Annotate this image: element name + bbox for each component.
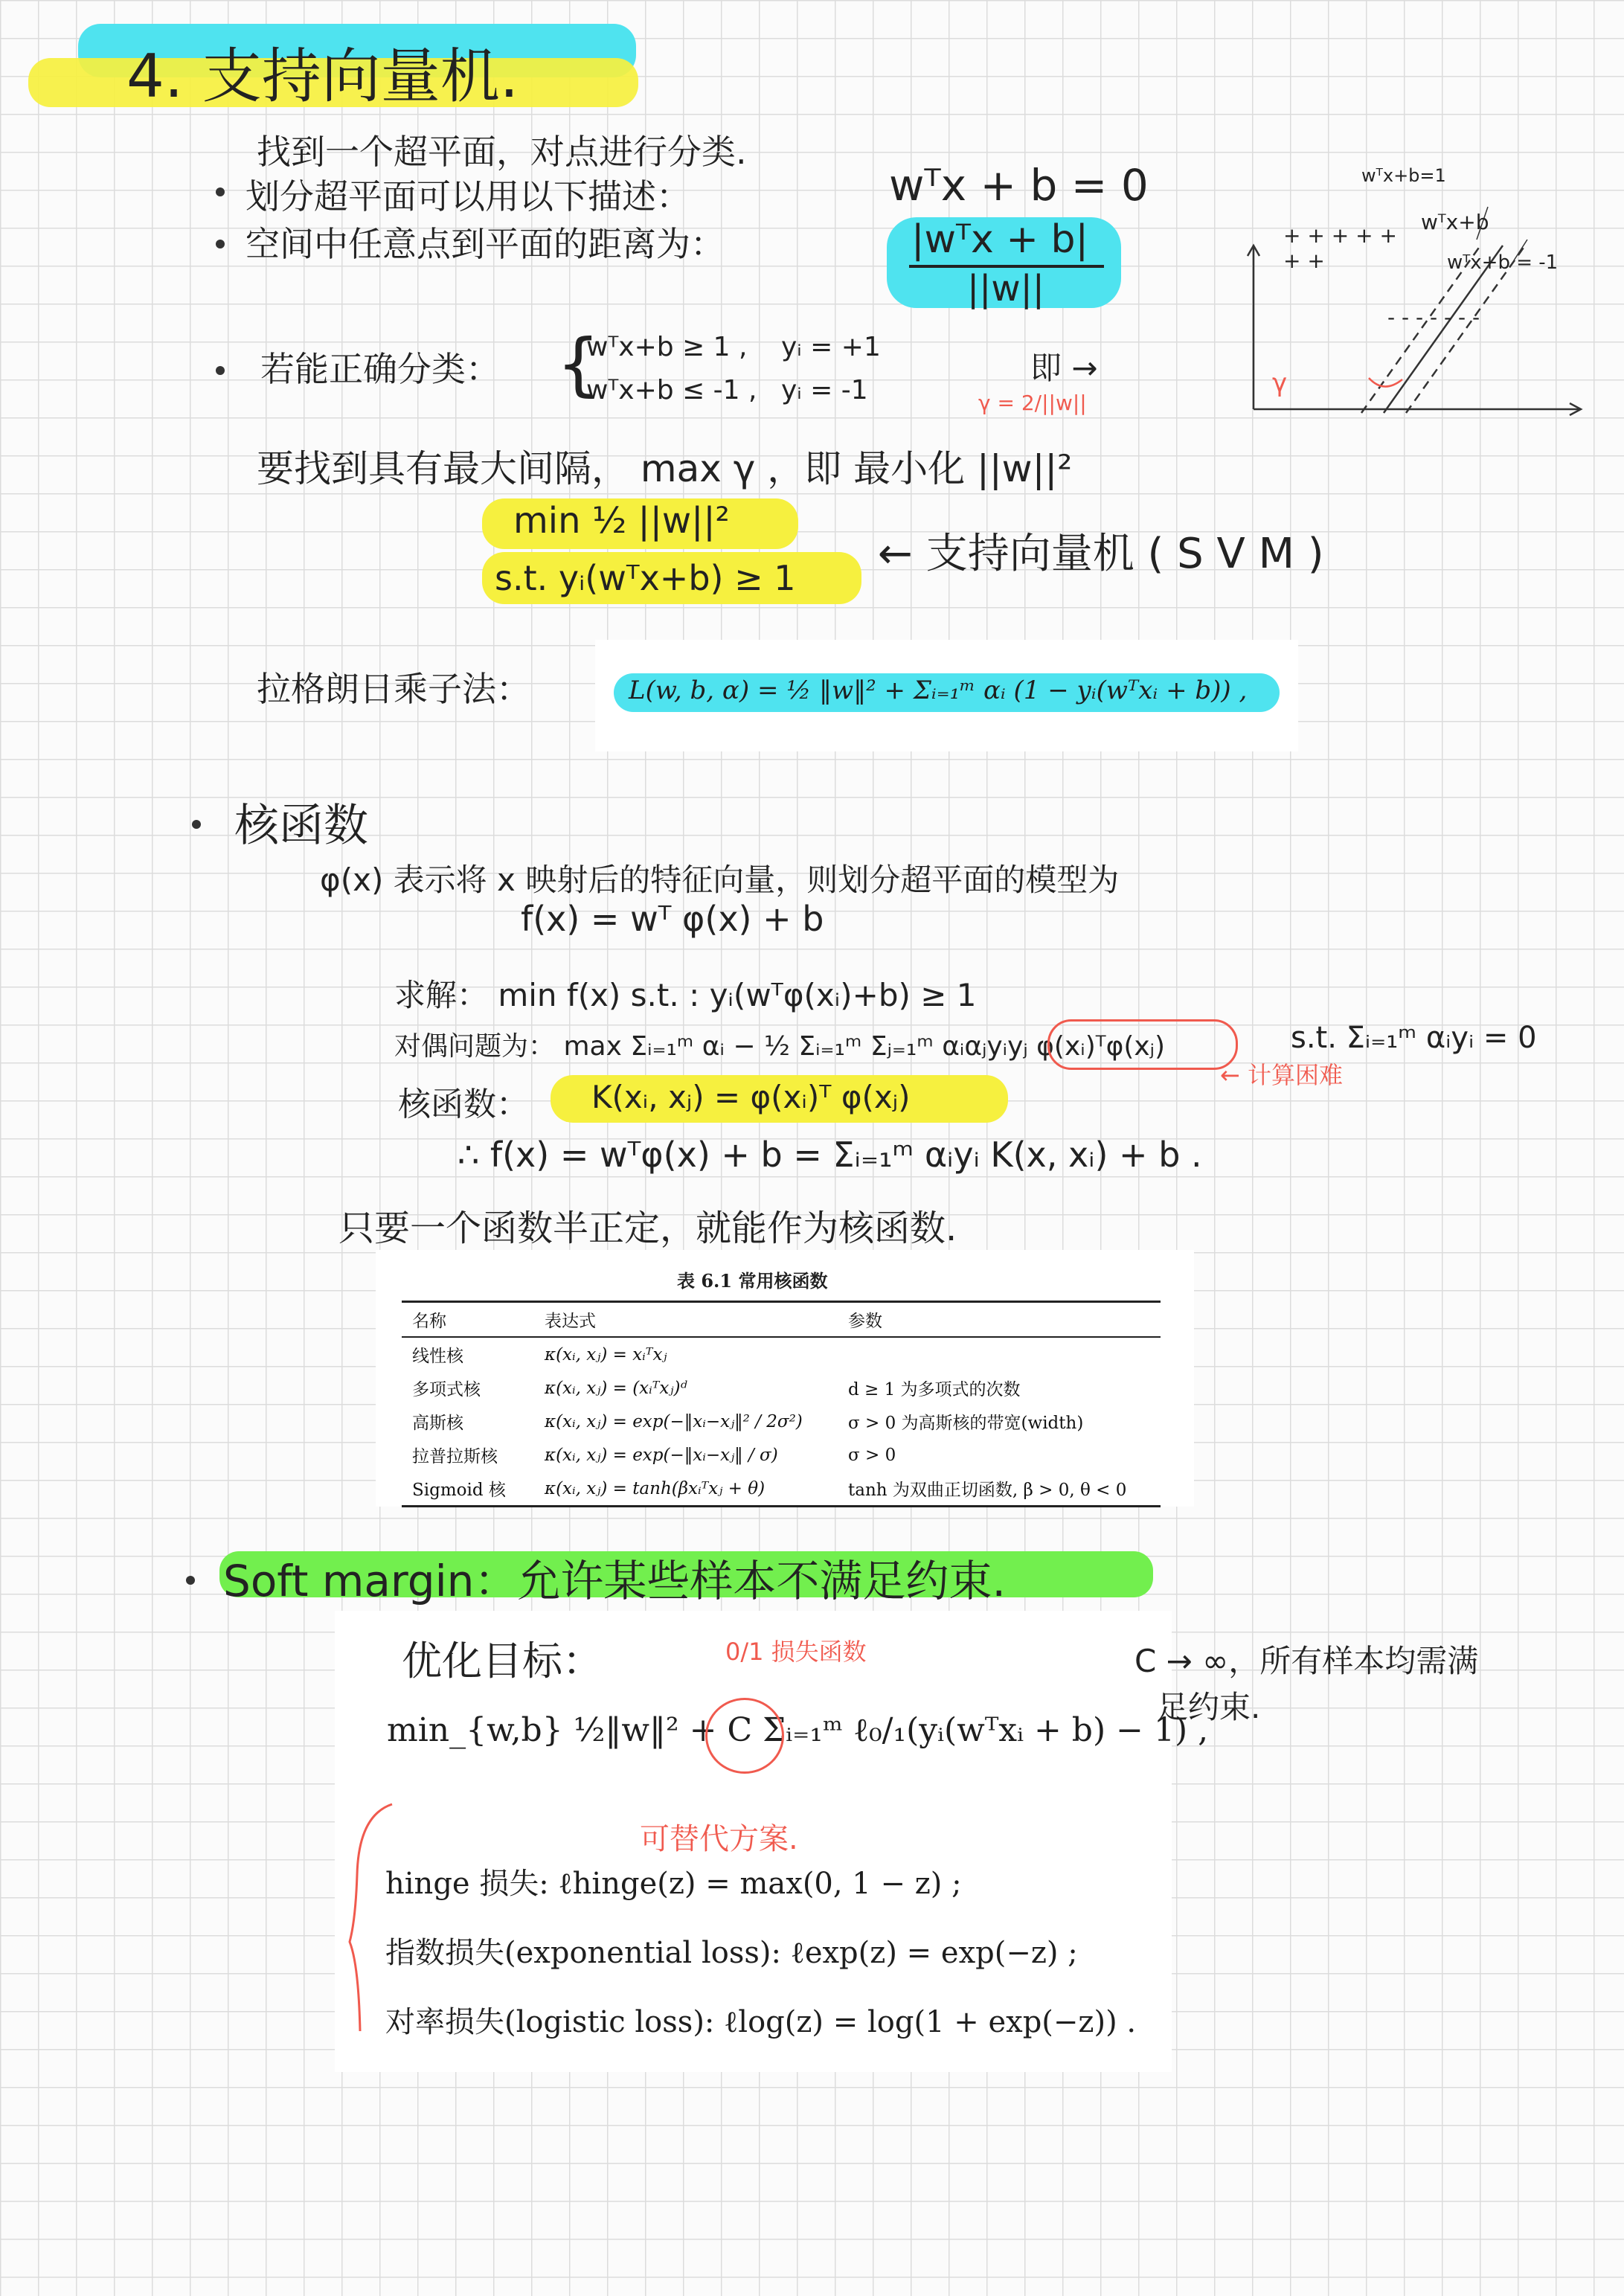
kernel-heading: 核函数 [234,800,368,852]
classify-brace: { [556,324,600,404]
classify-ji: 即 → [1030,350,1098,386]
table-row [402,1472,1161,1507]
kernel-func: K(xᵢ, xⱼ) = φ(xᵢ)ᵀ φ(xⱼ) [591,1079,911,1115]
table-cell: 线性核 [412,1347,463,1366]
table-cell: σ > 0 为高斯核的带宽(width) [848,1414,1084,1433]
soft-objective: min_{w,b} ½‖w‖² + C Σᵢ₌₁ᵐ ℓ₀/₁(yᵢ(wᵀxᵢ + b) − 1) , [387,1711,1209,1749]
soft-c-note-line1: C → ∞，所有样本均需满 [1134,1643,1479,1679]
kernel-desc: φ(x) 表示将 x 映射后的特征向量，则划分超平面的模型为 [320,862,1120,898]
table-cell: κ(xᵢ, xⱼ) = (xᵢᵀxⱼ)ᵈ [545,1378,687,1398]
kernel-hard-note: ← 计算困难 [1220,1061,1343,1089]
table-cell: 拉普拉斯核 [412,1447,498,1466]
kernel-model: f(x) = wᵀ φ(x) + b [521,899,824,939]
soft-heading: Soft margin：允许某些样本不满足约束. [223,1556,1006,1606]
intro-line3: 空间中任意点到平面的距离为： [245,224,725,264]
table-row [402,1337,1161,1371]
svm-st: s.t. yᵢ(wᵀx+b) ≥ 1 [495,558,796,598]
table-row [402,1438,1161,1472]
diagram-label-top: wᵀx+b=1 [1361,165,1446,186]
soft-alt-note: 可替代方案. [640,1822,798,1856]
svm-min: min ½ ||w||² [513,500,730,542]
kernel-dual: 对偶问题为： max Σᵢ₌₁ᵐ αᵢ − ½ Σᵢ₌₁ᵐ Σⱼ₌₁ᵐ αᵢαⱼyᵢyⱼ φ(xᵢ)ᵀφ(xⱼ) [394,1031,1166,1062]
bullet-dot [216,240,225,248]
page-title: 4. 支持向量机. [126,42,519,111]
kernel-table-header: 表达式 [545,1312,596,1331]
classify-case2-y: yᵢ = -1 [781,375,868,405]
kernel-func-label: 核函数： [398,1086,529,1123]
soft-objective-label: 优化目标： [402,1638,603,1684]
table-cell: κ(xᵢ, xⱼ) = exp(−‖xᵢ−xⱼ‖² / 2σ²) [545,1411,803,1431]
table-cell: d ≥ 1 为多项式的次数 [848,1380,1021,1399]
kernel-table-wrap [402,1301,1161,1507]
bullet-dot [192,820,201,829]
lagrange-formula: L(w, b, α) = ½ ‖w‖² + Σᵢ₌₁ᵐ αᵢ (1 − yᵢ(wᵀxᵢ + b)) , [629,676,1248,705]
soft-c-note-line2: 足约束. [1157,1689,1261,1725]
diagram-plus-signs: + + + + + + + [1283,223,1397,273]
soft-loss-circle [705,1698,784,1774]
loss-exponential: 指数损失(exponential loss): ℓexp(z) = exp(−z) ; [385,1936,1078,1970]
diagram-label-low: wᵀx+b = -1 [1447,251,1559,274]
table-cell: κ(xᵢ, xⱼ) = exp(−‖xᵢ−xⱼ‖ / σ) [545,1445,778,1465]
table-cell: σ > 0 [848,1445,896,1465]
diagram-gamma: γ [1272,368,1288,398]
loss-logistic: 对率损失(logistic loss): ℓlog(z) = log(1 + exp(−z)) . [385,2005,1137,2039]
intro-line2: 划分超平面可以用以下描述： [245,176,690,217]
classify-gamma-eq: γ = 2/||w|| [978,391,1087,415]
table-cell: 高斯核 [412,1414,463,1433]
lagrange-label: 拉格朗日乘子法： [257,669,530,709]
distance-denominator: ||w|| [967,268,1044,310]
bullet-dot [216,366,225,375]
table-cell: κ(xᵢ, xⱼ) = xᵢᵀxⱼ [545,1344,667,1365]
kernel-table-header: 参数 [848,1312,882,1331]
table-cell: tanh 为双曲正切函数, β > 0, θ < 0 [848,1481,1127,1500]
classify-case1-y: yᵢ = +1 [781,332,881,362]
table-cell: κ(xᵢ, xⱼ) = tanh(βxᵢᵀxⱼ + θ) [545,1478,766,1498]
table-row [402,1405,1161,1438]
svm-arrow-label: ← 支持向量机 ( S V M ) [878,530,1324,578]
classify-case1: wᵀx+b ≥ 1 , [586,332,748,362]
kernel-table [402,1301,1161,1507]
table-cell: 多项式核 [412,1380,481,1399]
soft-loss-note: 0/1 损失函数 [725,1638,867,1666]
loss-hinge: hinge 损失: ℓhinge(z) = max(0, 1 − z) ; [385,1867,962,1901]
diagram-minus-signs: - - - - - - - [1387,305,1480,330]
kernel-fx: ∴ f(x) = wᵀφ(x) + b = Σᵢ₌₁ᵐ αᵢyᵢ K(x, xᵢ) + b . [458,1135,1202,1175]
bullet-dot [216,187,225,196]
table-cell: Sigmoid 核 [412,1481,506,1500]
table-cell [838,1337,1161,1371]
classify-case2: wᵀx+b ≤ -1 , [586,375,757,405]
kernel-psd: 只要一个函数半正定，就能作为核函数. [338,1208,957,1249]
kernel-hard-circle [1047,1019,1238,1070]
diagram-label-mid: wᵀx+b [1421,210,1489,234]
kernel-dual-st: s.t. Σᵢ₌₁ᵐ αᵢyᵢ = 0 [1291,1021,1537,1055]
kernel-solve: 求解： min f(x) s.t. : yᵢ(wᵀφ(xᵢ)+b) ≥ 1 [394,977,977,1013]
table-row [402,1371,1161,1405]
kernel-table-caption: 表 6.1 常用核函数 [677,1270,828,1292]
distance-numerator: |wᵀx + b| [911,217,1088,262]
classify-text: 若能正确分类： [260,349,500,389]
bullet-dot [186,1576,195,1585]
kernel-table-header-row [402,1302,1161,1338]
plane-equation: wᵀx + b = 0 [889,160,1149,211]
kernel-table-header: 名称 [412,1312,446,1331]
intro-line1: 找到一个超平面，对点进行分类. [257,132,747,172]
max-margin-line: 要找到具有最大间隔， max γ ，即 最小化 ||w||² [257,447,1073,490]
